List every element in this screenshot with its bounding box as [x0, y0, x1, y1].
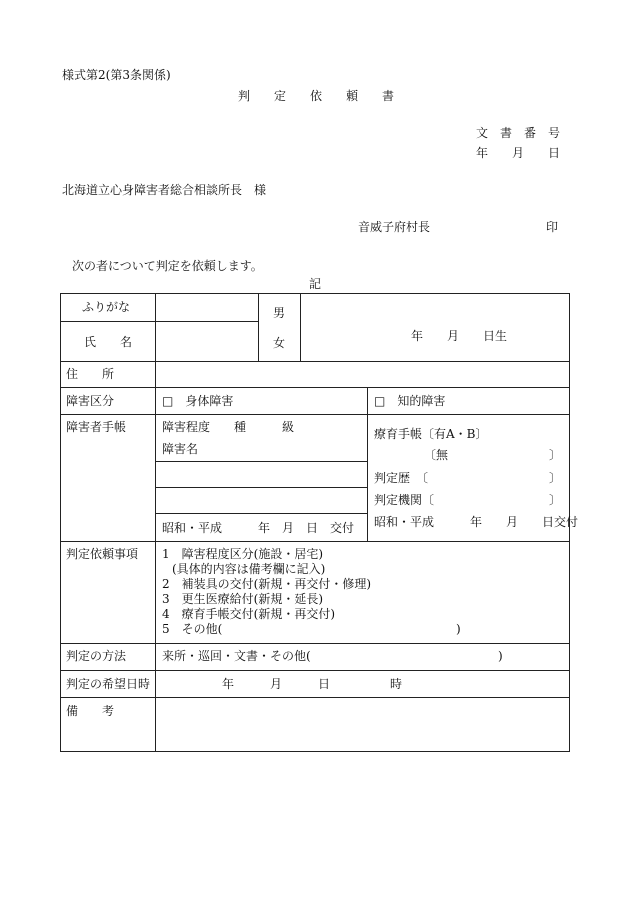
wish-date-value: 年 月 日 時: [222, 677, 403, 691]
addressee: 北海道立心身障害者総合相談所長 様: [62, 183, 267, 197]
handbook-label: 障害者手帳: [66, 420, 127, 434]
physical-disability-checkbox[interactable]: □ 身体障害: [162, 394, 234, 408]
address-label: 住 所: [66, 367, 115, 381]
disability-type-label: 障害区分: [66, 394, 115, 408]
intellectual-disability-checkbox[interactable]: □ 知的障害: [374, 394, 446, 408]
request-item: 4 療育手帳交付(新規・再交付): [162, 607, 335, 621]
method-value: 来所・巡回・文書・その他(: [162, 649, 311, 663]
birth-date: 年 月 日生: [411, 329, 508, 343]
disability-name: 障害名: [162, 442, 199, 456]
wish-date-label: 判定の希望日時: [66, 677, 151, 691]
intro-text: 次の者について判定を依頼します。: [72, 259, 263, 273]
issue-date-left: 昭和・平成 年 月 日 交付: [162, 521, 355, 535]
form-id: 様式第2(第3条関係): [62, 68, 171, 82]
sex-male: 男: [273, 306, 286, 320]
request-item-note: (具体的内容は備考欄に記入): [172, 562, 326, 576]
doc-number-label: 文 書 番 号: [476, 126, 561, 140]
name-label: 氏 名: [84, 335, 133, 349]
seal-mark: 印: [546, 220, 559, 234]
hantei-kikan: 判定機関〔: [374, 493, 435, 507]
issue-date-right: 昭和・平成 年 月 日交付: [374, 515, 579, 529]
page-title: 判 定 依 頼 書: [238, 89, 395, 103]
method-label: 判定の方法: [66, 649, 127, 663]
nashi-close: 〕: [549, 448, 562, 462]
method-close: ): [498, 649, 503, 663]
request-label: 判定依頼事項: [66, 547, 139, 561]
sex-female: 女: [273, 336, 286, 350]
request-item-close: ): [456, 622, 461, 636]
request-item: 1 障害程度区分(施設・居宅): [162, 547, 323, 561]
ki-mark: 記: [309, 277, 322, 291]
remarks-label: 備 考: [66, 704, 115, 718]
hantei-kikan-close: 〕: [549, 493, 562, 507]
request-item: 3 更生医療給付(新規・延長): [162, 592, 323, 606]
ryoiku-handbook: 療育手帳〔有A・B〕: [374, 427, 488, 441]
sender: 音威子府村長: [358, 220, 431, 234]
hantei-reki-close: 〕: [549, 471, 562, 485]
nashi-open: 〔無: [424, 448, 449, 462]
date-line: 年 月 日: [476, 146, 561, 160]
hantei-reki: 判定歴 〔: [374, 471, 429, 485]
request-item: 5 その他(: [162, 622, 223, 636]
request-item: 2 補装具の交付(新規・再交付・修理): [162, 577, 371, 591]
disability-degree: 障害程度 種 級: [162, 420, 295, 434]
furigana-label: ふりがな: [82, 300, 131, 314]
